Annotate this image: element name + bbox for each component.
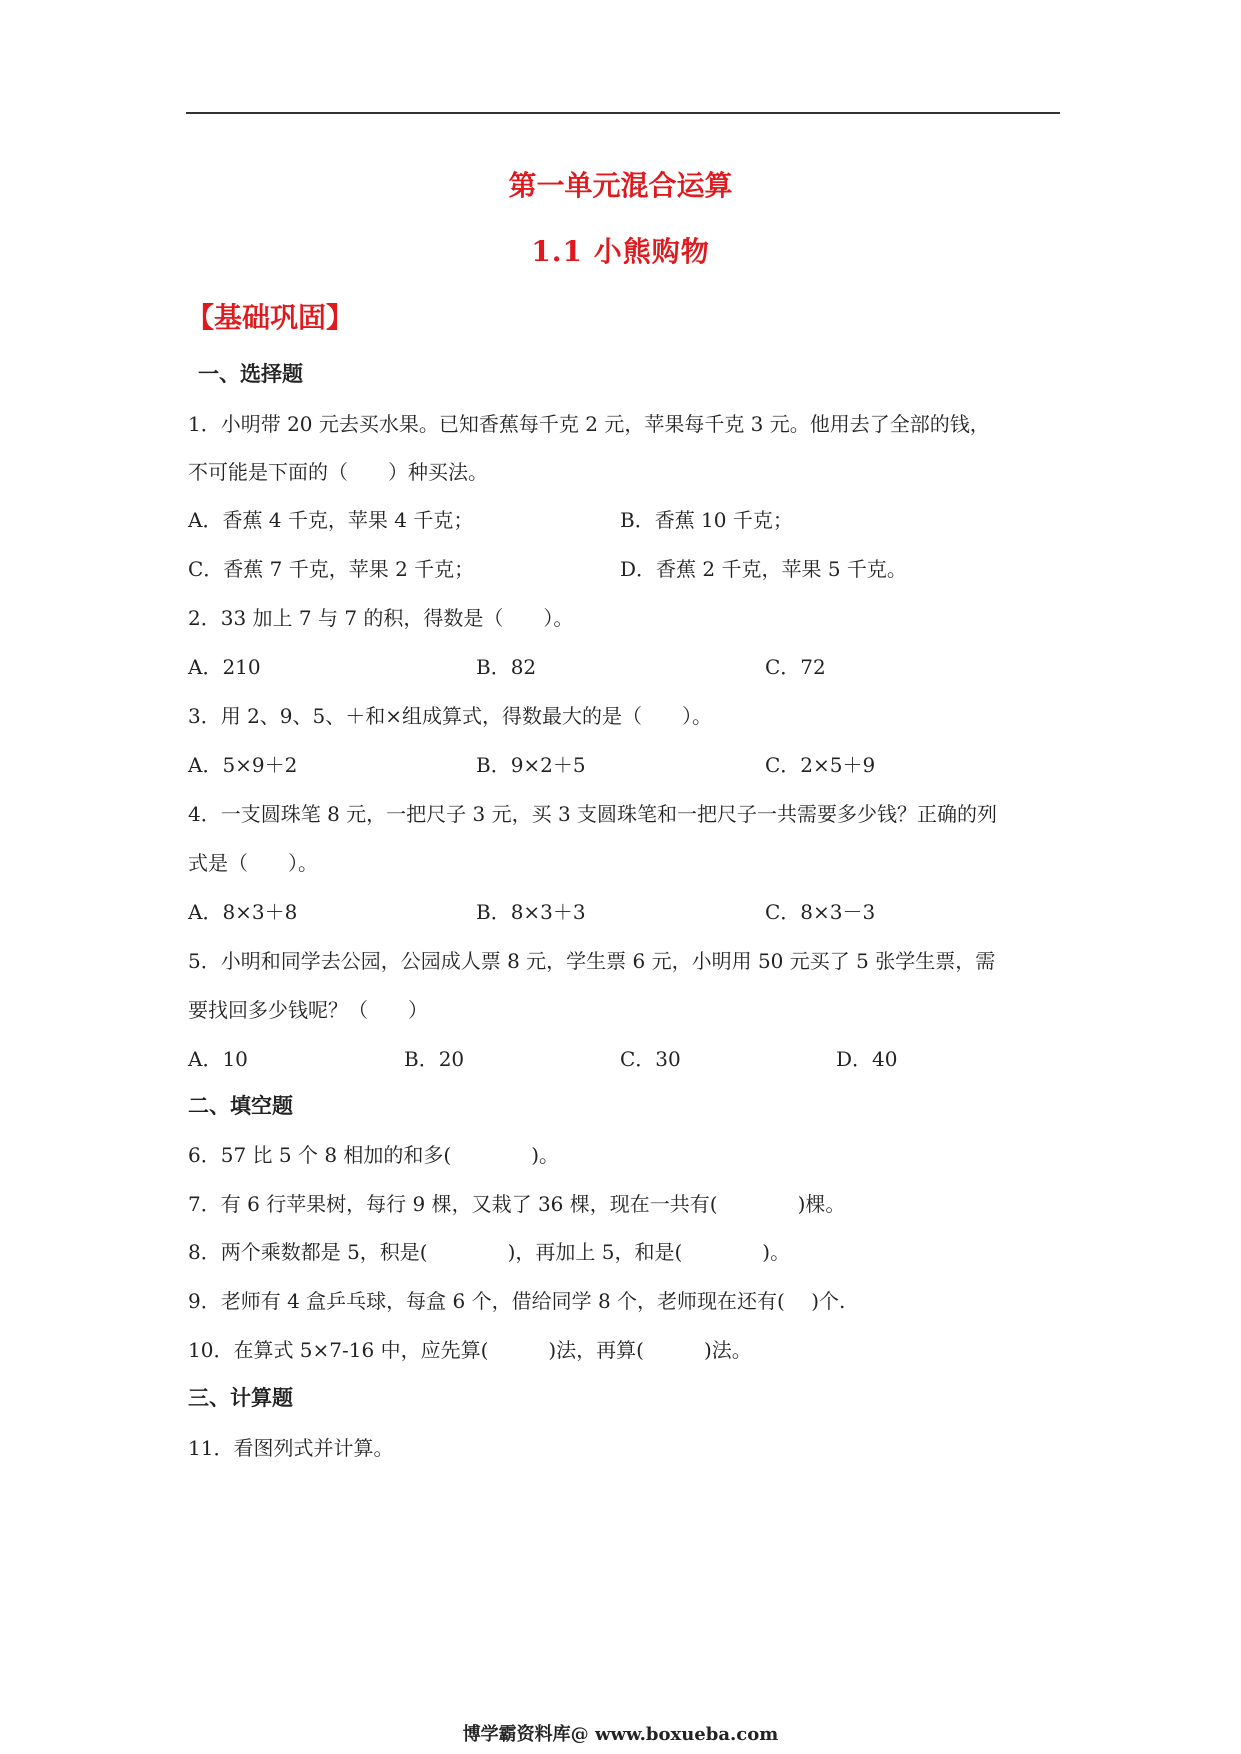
question-3-option-a: A．5×9＋2 <box>188 753 298 777</box>
question-1-line-2: 不可能是下面的（ ）种买法。 <box>188 460 488 484</box>
section-heading: 【基础巩固】 <box>186 301 355 334</box>
question-5-option-d: D．40 <box>836 1047 898 1071</box>
unit-title: 第一单元混合运算 <box>508 169 733 202</box>
question-4-option-b: B．8×3＋3 <box>476 900 586 924</box>
question-9: 9．老师有 4 盒乒乓球，每盒 6 个，借给同学 8 个，老师现在还有( )个. <box>188 1289 846 1313</box>
question-5-line-1: 5．小明和同学去公园，公园成人票 8 元，学生票 6 元，小明用 50 元买了 5 张学生票，需 <box>188 949 996 973</box>
question-10: 10．在算式 5×7-16 中，应先算( )法，再算( )法。 <box>188 1338 752 1362</box>
question-1-option-c: C．香蕉 7 千克，苹果 2 千克； <box>188 557 475 581</box>
question-6: 6．57 比 5 个 8 相加的和多( )。 <box>188 1143 560 1167</box>
part-heading-fill: 二、填空题 <box>188 1093 293 1118</box>
question-3-line-1: 3．用 2、9、5、＋和×组成算式，得数最大的是（ ）。 <box>188 704 713 728</box>
question-1-option-b: B．香蕉 10 千克； <box>620 508 793 532</box>
question-5-option-a: A．10 <box>188 1047 248 1071</box>
question-4-option-a: A．8×3＋8 <box>188 900 298 924</box>
question-5-line-2: 要找回多少钱呢？（ ） <box>188 998 428 1022</box>
question-7: 7．有 6 行苹果树，每行 9 棵，又栽了 36 棵，现在一共有( )棵。 <box>188 1192 846 1216</box>
question-4-line-1: 4．一支圆珠笔 8 元，一把尺子 3 元，买 3 支圆珠笔和一把尺子一共需要多少钱？正确的列 <box>188 802 998 826</box>
question-1-option-a: A．香蕉 4 千克，苹果 4 千克； <box>188 508 474 532</box>
part-heading-choice: 一、选择题 <box>198 361 303 386</box>
question-8: 8．两个乘数都是 5，积是( )，再加上 5，和是( )。 <box>188 1240 791 1264</box>
question-4-line-2: 式是（ ）。 <box>188 851 318 875</box>
lesson-title: 1.1 小熊购物 <box>531 235 710 268</box>
question-1-line-1: 1．小明带 20 元去买水果。已知香蕉每千克 2 元，苹果每千克 3 元。他用去了全部的钱， <box>188 412 990 436</box>
question-4-option-c: C．8×3－3 <box>765 900 876 924</box>
question-2-line-1: 2．33 加上 7 与 7 的积，得数是（ ）。 <box>188 606 574 630</box>
question-3-option-c: C．2×5＋9 <box>765 753 876 777</box>
question-2-option-b: B．82 <box>476 655 537 679</box>
question-11: 11．看图列式并计算。 <box>188 1436 394 1460</box>
question-2-option-c: C．72 <box>765 655 826 679</box>
question-5-option-b: B．20 <box>404 1047 465 1071</box>
question-1-option-d: D．香蕉 2 千克，苹果 5 千克。 <box>620 557 907 581</box>
part-heading-calc: 三、计算题 <box>188 1385 293 1410</box>
footer-watermark: 博学霸资料库@ www.boxueba.com <box>462 1724 779 1745</box>
question-5-option-c: C．30 <box>620 1047 681 1071</box>
question-3-option-b: B．9×2＋5 <box>476 753 586 777</box>
header-rule <box>186 112 1060 114</box>
question-2-option-a: A．210 <box>188 655 261 679</box>
